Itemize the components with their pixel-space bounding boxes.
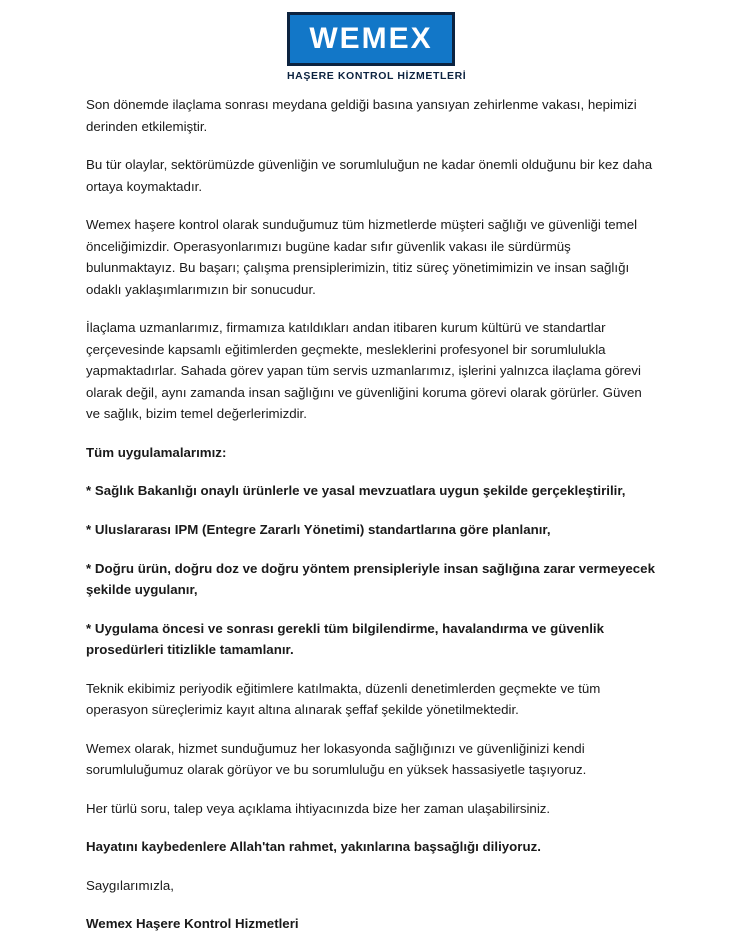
paragraph: Wemex olarak, hizmet sunduğumuz her lokasyonda sağlığınızı ve güvenliğinizi kendi sorumluluğumuz olarak görüyor ve bu sorumluluğu en yüksek hassasiyetle taşıyoruz. [86,740,587,778]
paragraph: Her türlü soru, talep veya açıklama ihtiyacınızda bize her zaman ulaşabilirsiniz. [86,800,551,816]
logo-block [287,12,467,82]
signature: Wemex Haşere Kontrol Hizmetleri [86,916,299,932]
logo-wordmark: WEMEX [309,22,433,55]
paragraph: Bu tür olaylar, sektörümüzde güvenliğin ve sorumluluğun ne kadar önemli olduğunu bir kez daha ortaya koymaktadır. [86,157,653,194]
list-heading: Tüm uygulamalarımız: [86,444,227,460]
list-item: * Doğru ürün, doğru doz ve doğru yöntem prensipleriyle insan sağlığına zarar vermeyecek şekilde uygulanır, [86,560,655,598]
paragraph: Wemex haşere kontrol olarak sunduğumuz tüm hizmetlerde müşteri sağlığı ve güvenliği temel önceliğimizdir. Operasyonlarımızı bugüne kadar sıfır güvenlik vakası ile sürdürmüş bulunmaktayız. Bu başarı; çalışma prensiplerimizin, titiz süreç yönetimimizin ve insan sağlığı odaklı yaklaşımlarımızın bir sonucudur. [86,217,638,297]
list-item: * Sağlık Bakanlığı onaylı ürünlerle ve yasal mevzuatlara uygun şekilde gerçekleştirilir, [86,483,626,499]
condolence-statement: Hayatını kaybedenlere Allah'tan rahmet, yakınlarına başsağlığı diliyoruz. [86,839,541,855]
logo-badge [287,12,455,66]
company-logo [0,0,742,88]
paragraph: İlaçlama uzmanlarımız, firmamıza katıldıkları andan itibaren kurum kültürü ve standartlar çerçevesinde kapsamlı eğitimlerden geçmekte, mesleklerini profesyonel bir sorumlulukla yapmaktadırlar. Sahada görev yapan tüm servis uzmanlarımız, işlerini yalnızca ilaçlama görevi olarak değil, aynı zamanda insan sağlığını ve güvenliğini koruma görevi olarak görürler. Güven ve sağlık, bizim temel değerlerimizdir. [86,320,642,422]
list-item: * Uygulama öncesi ve sonrası gerekli tüm bilgilendirme, havalandırma ve güvenlik prosedürleri titizlikle tamamlanır. [86,620,605,658]
closing-salutation: Saygılarımızla, [86,877,174,893]
paragraph: Son dönemde ilaçlama sonrası meydana geldiği basına yansıyan zehirlenme vakası, hepimizi derinden etkilemiştir. [86,97,637,134]
logo-tagline: HAŞERE KONTROL HİZMETLERİ [287,70,467,82]
document-body [0,88,742,935]
paragraph: Teknik ekibimiz periyodik eğitimlere katılmakta, düzenli denetimlerden geçmekte ve tüm operasyon süreçlerimiz kayıt altına alınarak şeffaf şekilde yönetilmektedir. [86,680,601,718]
list-item: * Uluslararası IPM (Entegre Zararlı Yönetimi) standartlarına göre planlanır, [86,521,551,537]
